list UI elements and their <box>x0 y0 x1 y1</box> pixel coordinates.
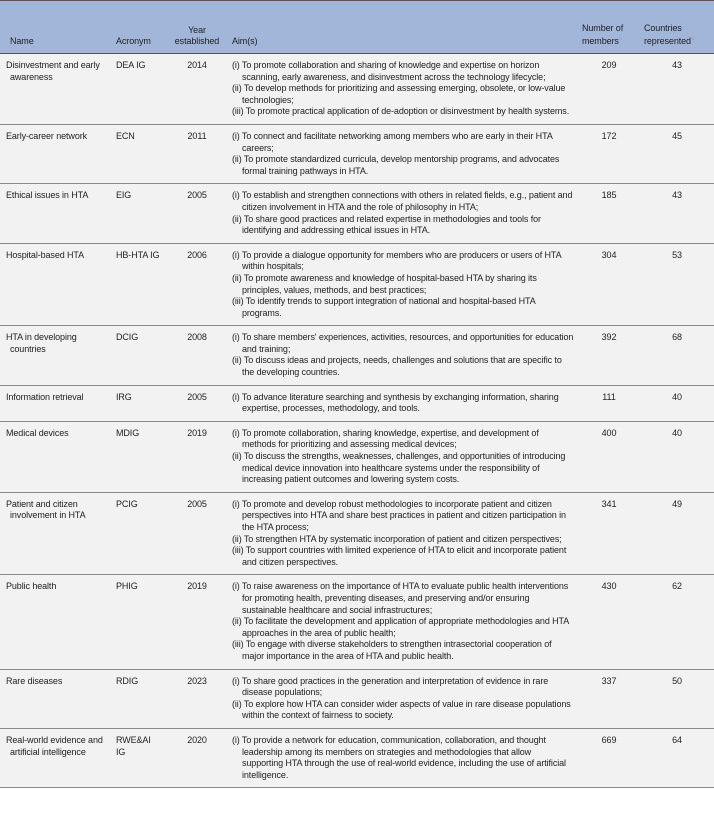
cell-members: 341 <box>578 492 640 575</box>
cell-aims <box>228 124 578 183</box>
cell-name: Hospital-based HTA <box>0 243 112 326</box>
cell-members: 392 <box>578 326 640 385</box>
cell-aims <box>228 184 578 243</box>
cell-name: Information retrieval <box>0 385 112 421</box>
cell-year: 2020 <box>166 728 228 787</box>
cell-name: Real-world evidence and artificial intelligence <box>0 728 112 787</box>
cell-aims <box>228 54 578 125</box>
table-row <box>0 326 714 385</box>
cell-year: 2008 <box>166 326 228 385</box>
cell-name: Rare diseases <box>0 669 112 728</box>
cell-aims <box>228 492 578 575</box>
aim-item: (i) To raise awareness on the importance of HTA to evaluate public health interventions for promoting health, preventing diseases, and preserving and/or ensuring sustainable healthcare and social infrastructures; <box>232 581 569 615</box>
footnote-marker: a <box>618 36 623 43</box>
aim-item: (iii) To promote practical application of de-adoption or disinvestment by health systems. <box>232 106 570 117</box>
header-year: Year established <box>166 1 228 54</box>
aim-item: (i) To connect and facilitate networking among members who are early in their HTA careers; <box>232 130 553 153</box>
footnote-marker: a <box>690 36 695 43</box>
aim-item: (ii) To discuss ideas and projects, needs, challenges and solutions that are specific to the developing countries. <box>232 355 562 378</box>
cell-members: 400 <box>578 421 640 492</box>
cell-acronym: ECN <box>112 124 166 183</box>
cell-countries: 43 <box>640 54 714 125</box>
cell-aims <box>228 243 578 326</box>
aim-item: (ii) To develop methods for prioritizing and assessing emerging, obsolete, or low-value technologies; <box>232 83 566 105</box>
table-row <box>0 54 714 125</box>
cell-year: 2023 <box>166 669 228 728</box>
cell-countries: 43 <box>640 184 714 243</box>
table-row <box>0 492 714 575</box>
cell-members: 172 <box>578 124 640 183</box>
cell-countries: 64 <box>640 728 714 787</box>
aim-item: (i) To advance literature searching and synthesis by exchanging information, sharing expertise, processes, methodology, and tools. <box>232 391 559 414</box>
cell-acronym: IRG <box>112 385 166 421</box>
header-countries-label: Countries represented <box>644 22 691 47</box>
aim-item: (iii) To identify trends to support integration of national and hospital-based HTA programs. <box>232 296 536 318</box>
aim-item: (i) To promote collaboration and sharing of knowledge and expertise on horizon scanning, early awareness, and disinvestment across the technology lifecycle; <box>232 60 546 82</box>
aim-item: (i) To promote and develop robust methodologies to incorporate patient and citizen perspectives into HTA and share best practices in patient and citizen participation in the HTA process; <box>232 498 566 532</box>
aim-item: (ii) To explore how HTA can consider wider aspects of value in rare disease populations within the context of fairness to society. <box>232 698 571 721</box>
cell-countries: 50 <box>640 669 714 728</box>
cell-name: HTA in developing countries <box>0 326 112 385</box>
cell-year: 2005 <box>166 385 228 421</box>
aim-item: (ii) To strengthen HTA by systematic incorporation of patient and citizen perspectives; <box>232 533 562 544</box>
aim-item: (iii) To support countries with limited experience of HTA to elicit and incorporate patient and citizen perspectives. <box>232 545 567 567</box>
table-row <box>0 184 714 243</box>
cell-members: 209 <box>578 54 640 125</box>
cell-year: 2019 <box>166 421 228 492</box>
table-row <box>0 243 714 326</box>
cell-acronym: PCIG <box>112 492 166 575</box>
aim-item: (ii) To promote awareness and knowledge of hospital-based HTA by sharing its principles, values, methods, and best practices; <box>232 272 537 295</box>
aim-item: (i) To provide a dialogue opportunity for members who are producers or users of HTA within hospitals; <box>232 249 562 272</box>
aim-item: (ii) To promote standardized curricula, develop mentorship programs, and advocates formal training pathways in HTA. <box>232 154 560 176</box>
cell-year: 2019 <box>166 575 228 669</box>
cell-members: 304 <box>578 243 640 326</box>
cell-members: 111 <box>578 385 640 421</box>
cell-countries: 49 <box>640 492 714 575</box>
cell-year: 2005 <box>166 184 228 243</box>
cell-aims <box>228 669 578 728</box>
cell-name: Disinvestment and early awareness <box>0 54 112 125</box>
cell-year: 2014 <box>166 54 228 125</box>
header-name: Name <box>0 1 112 54</box>
aim-item: (i) To establish and strengthen connections with others in related fields, e.g., patient and citizen involvement in HTA and the role of philosophy in HTA; <box>232 190 573 212</box>
header-members <box>578 1 640 54</box>
cell-members: 185 <box>578 184 640 243</box>
table-header-row <box>0 1 714 54</box>
cell-acronym: PHIG <box>112 575 166 669</box>
cell-name: Public health <box>0 575 112 669</box>
aim-item: (iii) To engage with diverse stakeholders to strengthen intrasectorial cooperation of major importance in the area of HTA and public health. <box>232 639 552 661</box>
cell-aims <box>228 385 578 421</box>
aim-item: (ii) To share good practices and related expertise in methodologies and tools for identifying and addressing ethical issues in HTA. <box>232 213 541 236</box>
cell-acronym: RWE&AI IG <box>112 728 166 787</box>
cell-countries: 53 <box>640 243 714 326</box>
table-row <box>0 385 714 421</box>
cell-members: 430 <box>578 575 640 669</box>
cell-acronym: DEA IG <box>112 54 166 125</box>
header-countries <box>640 1 714 54</box>
cell-acronym: MDIG <box>112 421 166 492</box>
cell-countries: 62 <box>640 575 714 669</box>
cell-countries: 40 <box>640 385 714 421</box>
aim-item: (ii) To discuss the strengths, weaknesses, challenges, and opportunities of introducing medical device innovation into healthcare systems under the responsibility of increasing patient outcomes and lowering system costs. <box>232 451 566 485</box>
table-row <box>0 728 714 787</box>
aim-item: (i) To share members' experiences, activities, resources, and opportunities for education and training; <box>232 332 574 354</box>
cell-year: 2011 <box>166 124 228 183</box>
cell-name: Patient and citizen involvement in HTA <box>0 492 112 575</box>
cell-countries: 45 <box>640 124 714 183</box>
aim-item: (i) To promote collaboration, sharing knowledge, expertise, and development of methods for prioritizing and assessing medical devices; <box>232 427 539 450</box>
cell-name: Medical devices <box>0 421 112 492</box>
cell-members: 337 <box>578 669 640 728</box>
aim-item: (i) To share good practices in the generation and interpretation of evidence in rare disease populations; <box>232 675 549 698</box>
cell-acronym: EIG <box>112 184 166 243</box>
table-row <box>0 124 714 183</box>
cell-name: Early-career network <box>0 124 112 183</box>
cell-name: Ethical issues in HTA <box>0 184 112 243</box>
table-body <box>0 54 714 788</box>
cell-acronym: DCIG <box>112 326 166 385</box>
header-members-label: Number of members <box>582 22 624 47</box>
cell-acronym: RDIG <box>112 669 166 728</box>
table-row <box>0 575 714 669</box>
cell-aims <box>228 728 578 787</box>
cell-aims <box>228 575 578 669</box>
cell-aims <box>228 326 578 385</box>
table-row <box>0 669 714 728</box>
cell-countries: 68 <box>640 326 714 385</box>
header-acronym: Acronym <box>112 1 166 54</box>
header-aims: Aim(s) <box>228 1 578 54</box>
cell-countries: 40 <box>640 421 714 492</box>
table-row <box>0 421 714 492</box>
cell-year: 2005 <box>166 492 228 575</box>
cell-aims <box>228 421 578 492</box>
cell-acronym: HB-HTA IG <box>112 243 166 326</box>
aim-item: (i) To provide a network for education, communication, collaboration, and thought leadership among its members on strategies and methodologies that allow supporting HTA through the use of real-world evidence, including the use of artificial intelligence. <box>232 734 566 780</box>
aim-item: (ii) To facilitate the development and application of appropriate methodologies and HTA approaches in the area of public health; <box>232 616 569 638</box>
cell-members: 669 <box>578 728 640 787</box>
cell-year: 2006 <box>166 243 228 326</box>
